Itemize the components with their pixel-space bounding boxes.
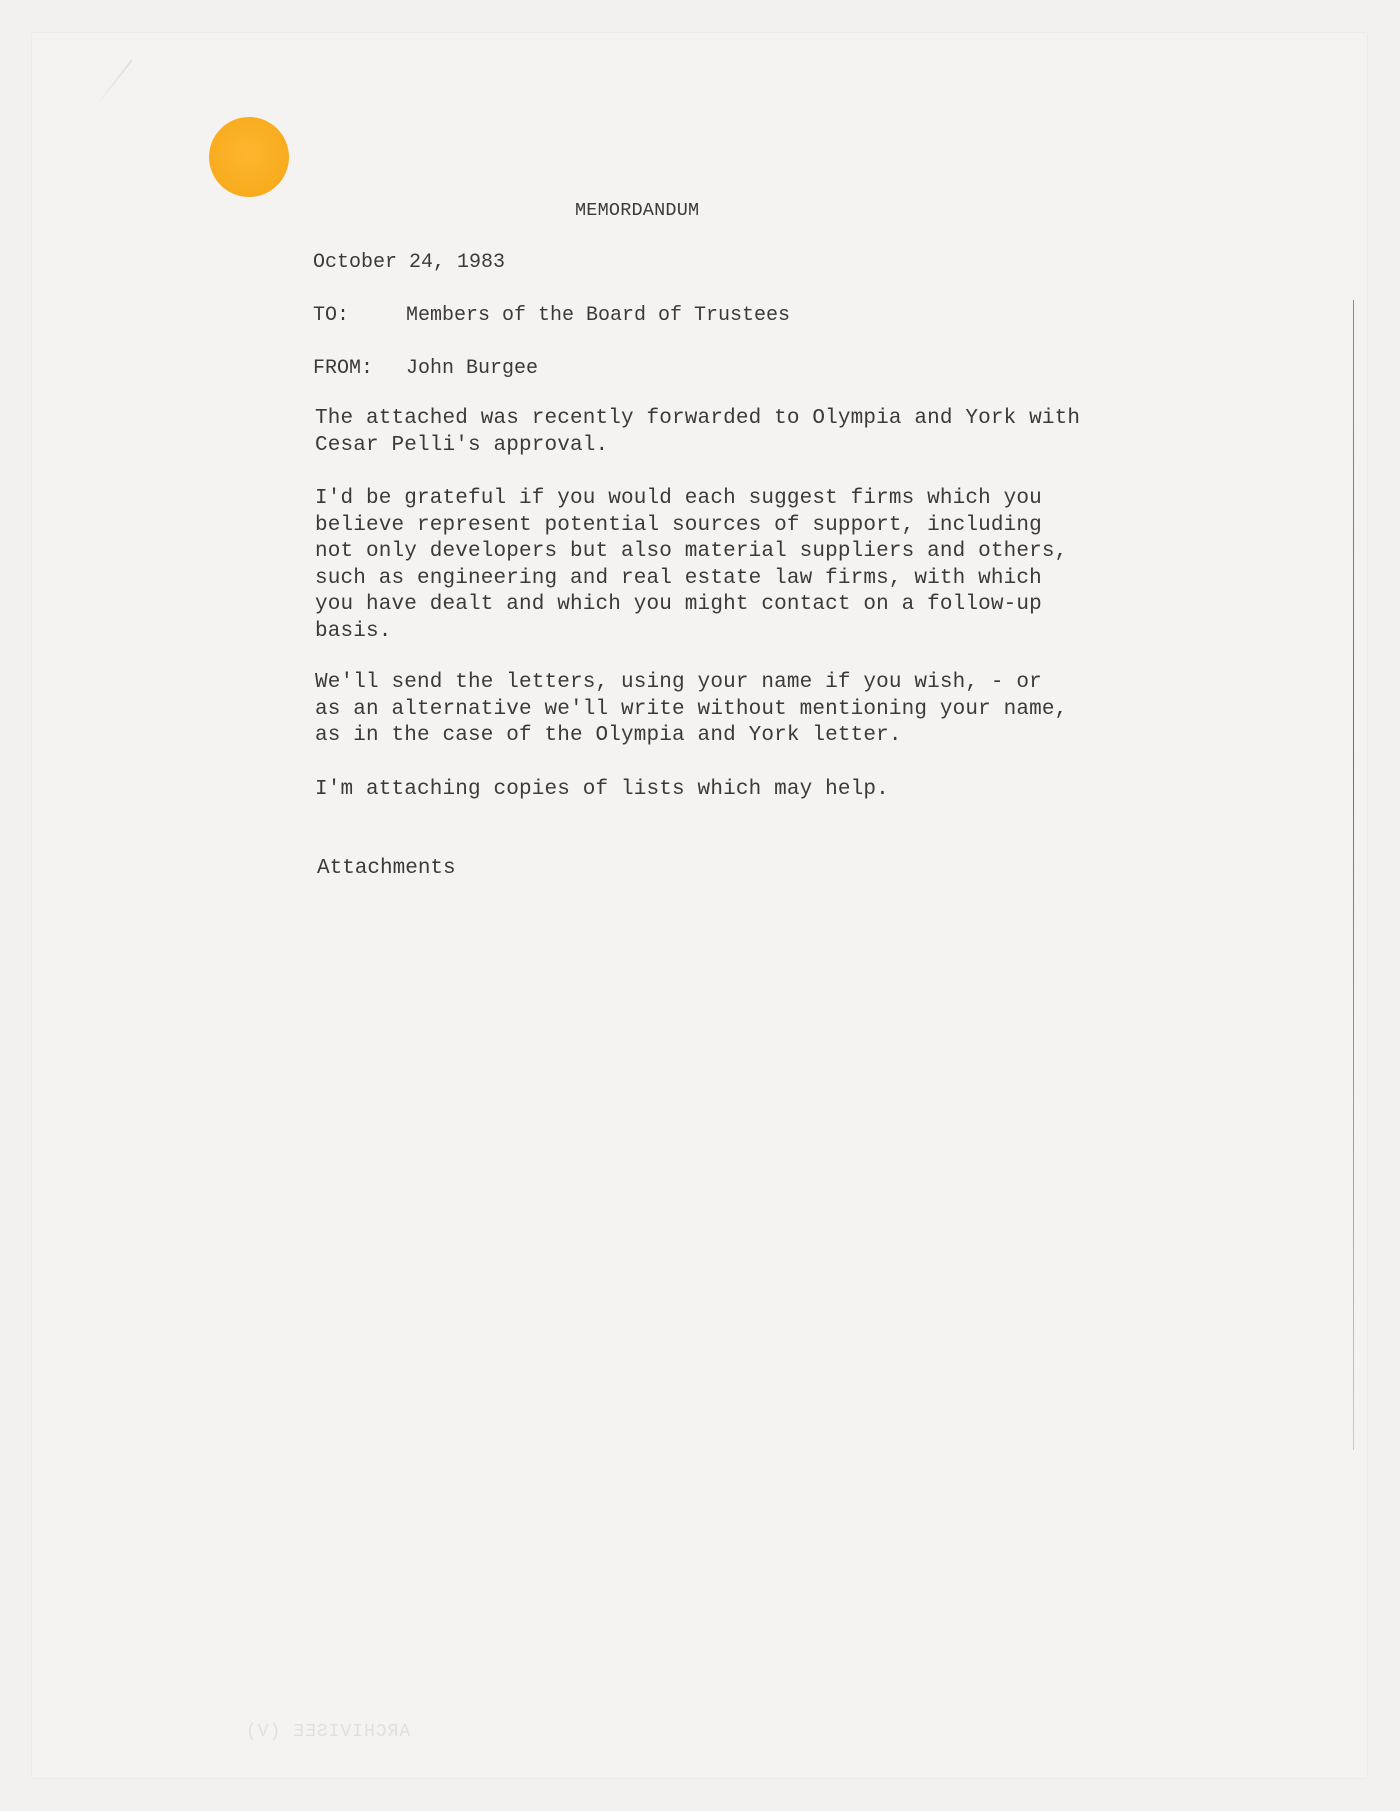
from-line: [313, 356, 538, 383]
to-line: [313, 303, 790, 330]
body-paragraph-1: The attached was recently forwarded to Olympia and York with Cesar Pelli's approval.: [315, 407, 1081, 457]
bleed-through-stamp: ARCHIVISEE (V): [245, 1722, 411, 1742]
memo-title: MEMORDANDUM: [575, 200, 700, 221]
to-label: TO:: [313, 304, 350, 327]
body-paragraph-2: I'd be grateful if you would each suggest firms which you believe represent potential sources of support, including not only developers but also material suppliers and others, such as engineering and real estate law firms, with which you have dealt and which you might contact on a follow-up basis.: [315, 487, 1068, 643]
body-paragraph-3: We'll send the letters, using your name if you wish, - or as an alternative we'll write without mentioning your name, as in the case of the Olympia and York letter.: [315, 671, 1068, 747]
body-paragraph-4: I'm attaching copies of lists which may help.: [315, 778, 889, 801]
from-sender: John Burgee: [406, 357, 539, 380]
attachments-note: Attachments: [317, 857, 456, 880]
from-label: FROM:: [313, 357, 374, 380]
memo-date: October 24, 1983: [313, 251, 506, 274]
to-recipients: Members of the Board of Trustees: [406, 304, 791, 327]
